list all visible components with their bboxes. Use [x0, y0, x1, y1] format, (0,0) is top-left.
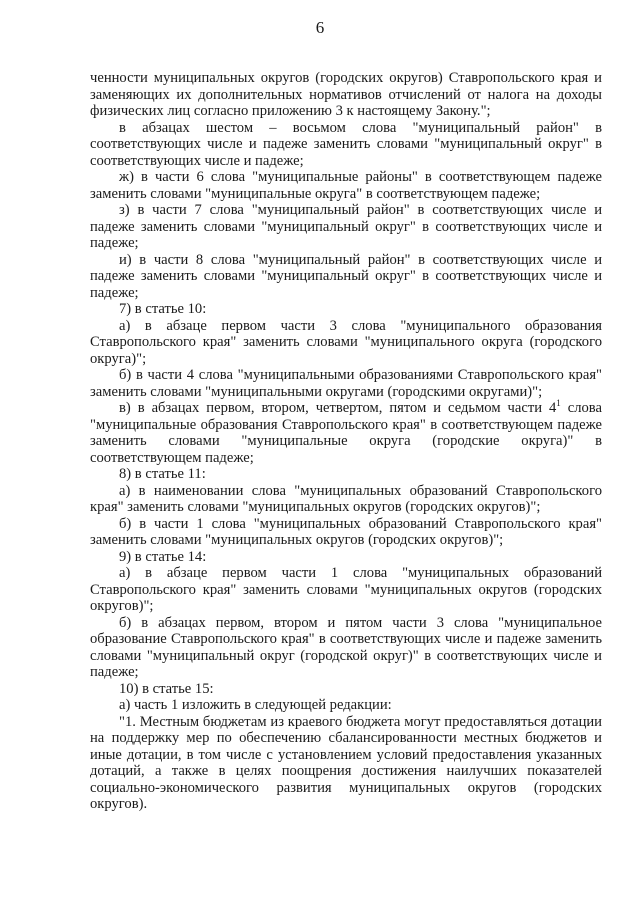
- paragraph: [90, 565, 602, 615]
- paragraph: [90, 252, 602, 302]
- paragraph: [90, 615, 602, 681]
- paragraph: [90, 483, 602, 516]
- paragraph-text: 9) в статье 14:: [119, 548, 207, 565]
- paragraph: [90, 169, 602, 202]
- paragraph: [90, 400, 602, 466]
- paragraph-text-continued: слова "муниципальные образования Ставропольского края" в соответствующем падеже заменить словами "муниципальные округа (городские округа)" в соответствующем падеже;: [90, 400, 602, 466]
- paragraph-text: и) в части 8 слова "муниципальный район" в соответствующих числе и падеже заменить словами "муниципальный округ" в соответствующих числе и падеже;: [90, 251, 602, 301]
- paragraph-text: а) в наименовании слова "муниципальных образований Ставропольского края" заменить словами "муниципальных округов (городских округов)";: [90, 482, 602, 515]
- paragraph-text: 8) в статье 11:: [119, 466, 206, 482]
- page-number: 6: [315, 18, 325, 37]
- paragraph-text: а) часть 1 изложить в следующей редакции:: [119, 697, 392, 713]
- paragraph-text: б) в части 1 слова "муниципальных образований Ставропольского края" заменить словами "муниципальных округов (городских округов)";: [90, 515, 602, 548]
- paragraph: [90, 714, 602, 813]
- paragraph: [90, 301, 602, 318]
- paragraph: [90, 202, 602, 252]
- superscript: 1: [556, 398, 561, 409]
- paragraph-text: б) в части 4 слова "муниципальными образованиями Ставропольского края" заменить словами "муниципальными округами (городскими округами)";: [90, 367, 602, 400]
- paragraph: [90, 367, 602, 400]
- paragraph-text: б) в абзацах первом, втором и пятом части 3 слова "муниципальное образование Ставропольского края" в соответствующих числе и падеже заменить словами "муниципальный округ (городской округ)" в соответствующих числе и падеже;: [90, 614, 602, 680]
- paragraph-text: "1. Местным бюджетам из краевого бюджета могут предоставляться дотации на поддержку мер по обеспечению сбалансированности местных бюджетов и иные дотации, в том числе с установлением условий предоставления указанных дотаций, а также в целях поощрения достижения наилучших показателей социально-экономического развития муниципальных округов (городских округов).: [90, 713, 602, 812]
- paragraph-text: в абзацах шестом – восьмом слова "муниципальный район" в соответствующих числе и падеже заменить словами "муниципальный округ" в соответствующих числе и падеже;: [90, 119, 602, 169]
- paragraph: [90, 70, 602, 120]
- paragraph-text: а) в абзаце первом части 1 слова "муниципальных образований Ставропольского края" заменить словами "муниципальных округов (городских округов)";: [90, 565, 602, 614]
- paragraph: [90, 318, 602, 368]
- paragraph: [90, 466, 602, 483]
- document-body: [90, 70, 602, 813]
- paragraph: [90, 549, 602, 566]
- paragraph-text: 7) в статье 10:: [119, 301, 207, 317]
- paragraph-text: а) в абзаце первом части 3 слова "муниципального образования Ставропольского края" заменить словами "муниципального округа (городского округа)";: [90, 317, 602, 367]
- paragraph-text: в) в абзацах первом, втором, четвертом, пятом и седьмом части 4: [119, 400, 557, 416]
- paragraph-text: ченности муниципальных округов (городских округов) Ставропольского края и заменяющих их дополнительных нормативов отчислений от налога на доходы физических лиц согласно приложению 3 к настоящему Закону.";: [90, 70, 602, 119]
- paragraph-text: ж) в части 6 слова "муниципальные районы" в соответствующем падеже заменить словами "муниципальные округа" в соответствующем падеже;: [90, 169, 602, 202]
- paragraph-text: з) в части 7 слова "муниципальный район" в соответствующих числе и падеже заменить словами "муниципальный округ" в соответствующих числе и падеже;: [90, 202, 602, 251]
- paragraph: [90, 120, 602, 170]
- paragraph-text: 10) в статье 15:: [119, 680, 214, 697]
- paragraph: [90, 681, 602, 698]
- paragraph: [90, 516, 602, 549]
- paragraph: [90, 697, 602, 714]
